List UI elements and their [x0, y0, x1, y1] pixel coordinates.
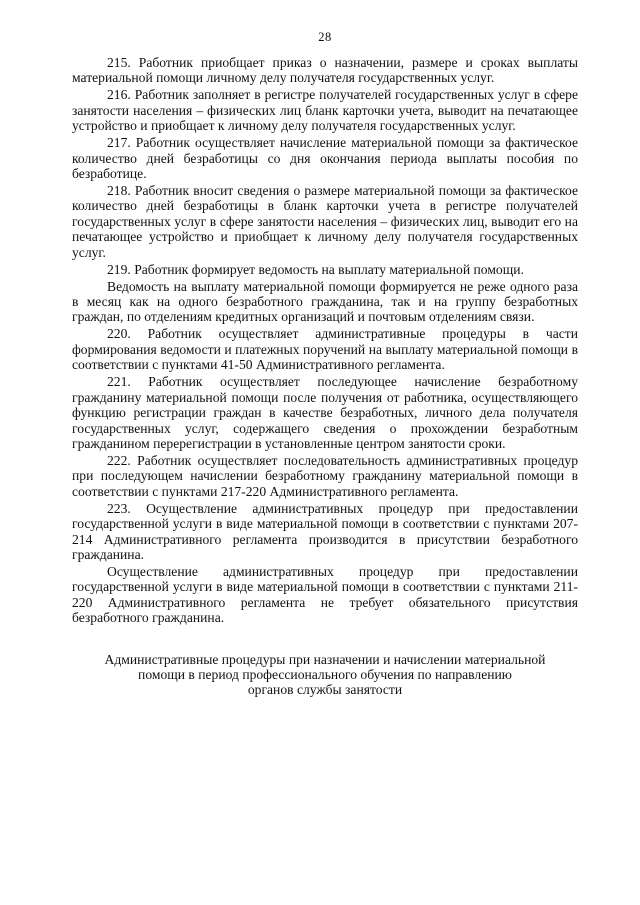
paragraph-219-note: Ведомость на выплату материальной помощи формируется не реже одного раза в месяц как на одного безработного гражданина, так и на группу безработных граждан, по отделениям кредитных организаций и почтовым отделениям связи.	[72, 278, 578, 325]
section-heading-line-1: Административные процедуры при назначении и начислении материальной	[104, 651, 546, 667]
paragraph-218: 218. Работник вносит сведения о размере материальной помощи за фактическое количество дней безработицы в бланк карточки учета в регистре получателей государственных услуг в сфере занятости населения – физических лиц, выводит его на печатающее устройство и приобщает к личному делу получателя государственных услуг.	[72, 183, 578, 260]
paragraph-216: 216. Работник заполняет в регистре получателей государственных услуг в сфере занятости населения – физических лиц бланк карточки учета, выводит на печатающее устройство и приобщает к личному делу получателя государственных услуг.	[72, 87, 578, 134]
paragraph-223-note: Осуществление административных процедур при предоставлении государственной услуги в виде материальной помощи в соответствии с пунктами 211-220 Административного регламента не требует обязательного присутствия безработного гражданина.	[72, 563, 578, 626]
page-number: 28	[318, 30, 332, 44]
document-page	[72, 30, 578, 698]
paragraph-221: 221. Работник осуществляет последующее начисление безработному гражданину материальной помощи после получения от работника, осуществляющего функцию регистрации граждан в качестве безработных, личного дела получателя государственных услуг, содержащего сведения о прохождении безработным гражданином перерегистрации в установленные центром занятости сроки.	[72, 374, 578, 451]
section-heading-line-3: органов службы занятости	[247, 682, 403, 698]
paragraph-220: 220. Работник осуществляет административные процедуры в части формирования ведомости и платежных поручений на выплату материальной помощи в соответствии с пунктами 41-50 Административного регламента.	[72, 326, 578, 373]
paragraph-223: 223. Осуществление административных процедур при предоставлении государственной услуги в виде материальной помощи в соответствии с пунктами 207-214 Административного регламента производится в присутствии безработного гражданина.	[72, 500, 578, 562]
paragraph-219: 219. Работник формирует ведомость на выплату материальной помощи.	[107, 261, 524, 277]
section-heading-line-2: помощи в период профессионального обучения по направлению	[138, 666, 512, 682]
paragraph-215: 215. Работник приобщает приказ о назначении, размере и сроках выплаты материальной помощи личному делу получателя государственных услуг.	[72, 55, 578, 86]
paragraph-222: 222. Работник осуществляет последовательность административных процедур при последующем начислении безработному гражданину материальной помощи в соответствии с пунктами 217-220 Административного регламента.	[72, 452, 578, 499]
paragraph-217: 217. Работник осуществляет начисление материальной помощи за фактическое количество дней безработицы со дня окончания периода выплаты пособия по безработице.	[72, 135, 578, 182]
section-heading	[72, 652, 578, 698]
